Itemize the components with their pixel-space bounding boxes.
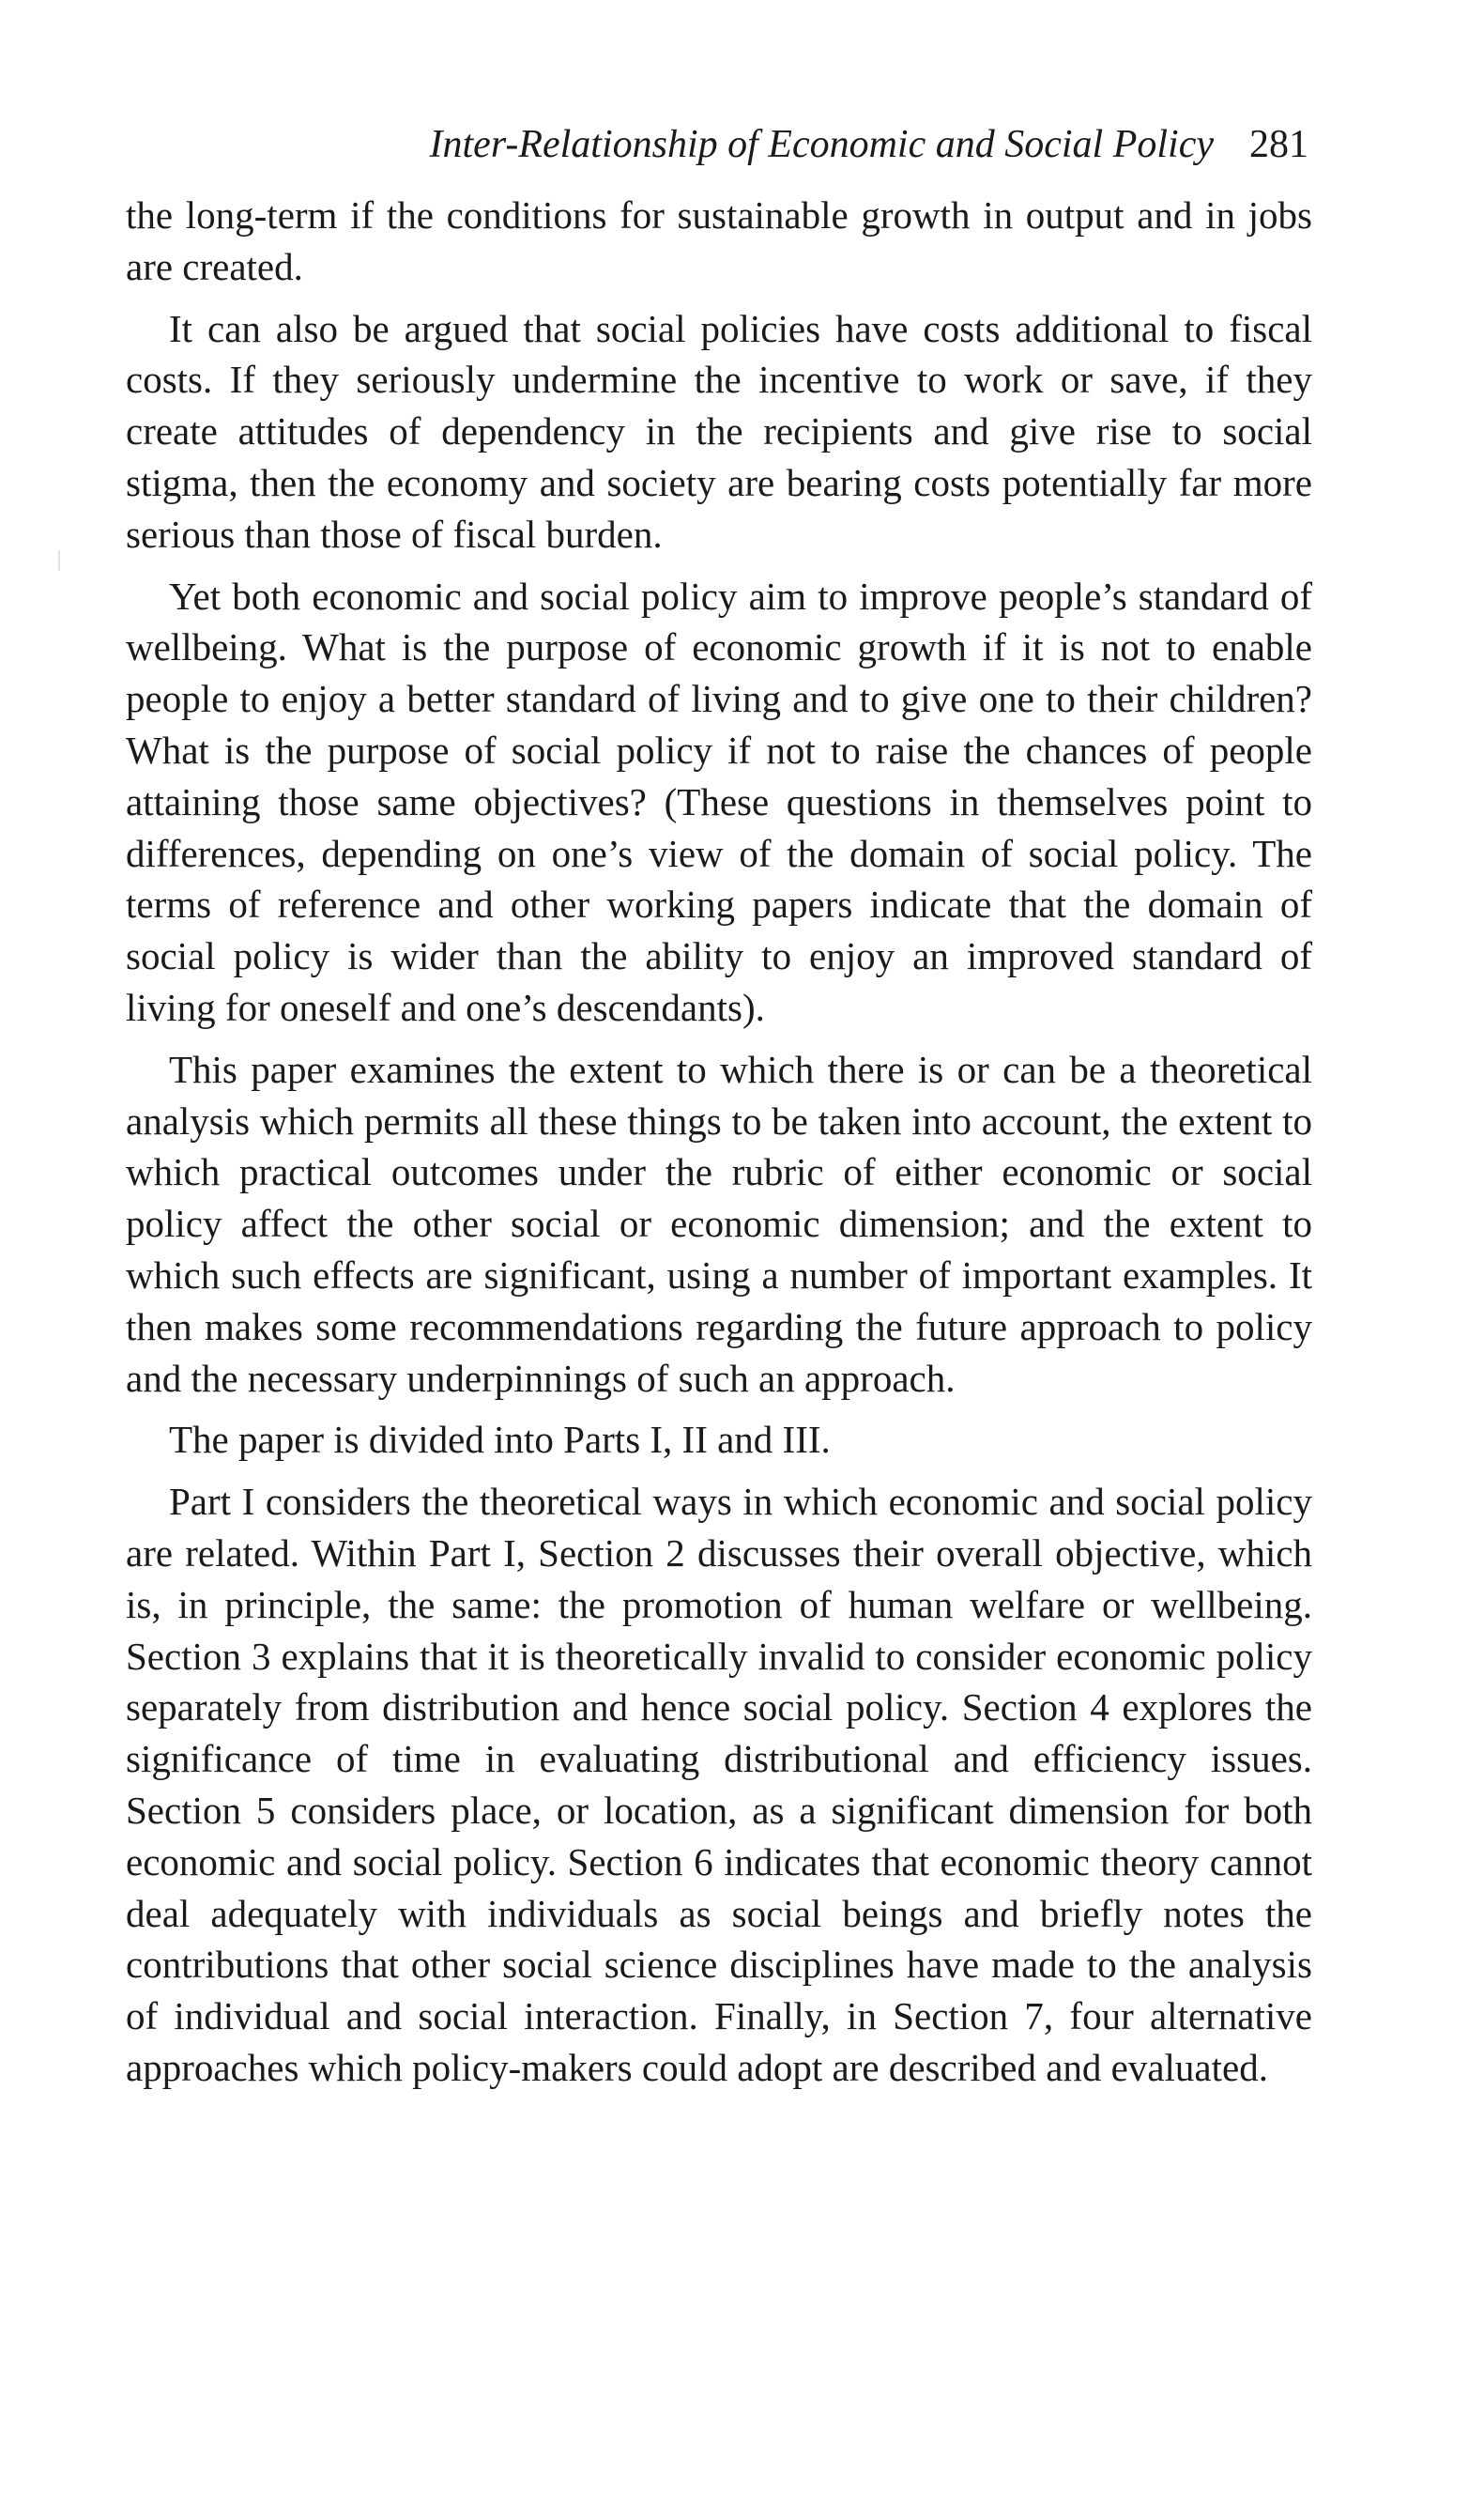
book-page [126,120,1312,2104]
paragraph-paper-scope: This paper examines the extent to which there is or can be a theoretical analysis which permits all these things to be taken into account, the extent to which practical outcomes under the rubric of either economic or social policy affect the other social or economic dimension; and the extent to which such effects are significant, using a number of important examples. It then makes some recommendations regarding the future approach to policy and the necessary underpinnings of such an approach. [126,1047,1312,1400]
page-number: 281 [1249,123,1308,166]
margin-mark [58,550,60,571]
paragraph-part-one-summary: Part I considers the theoretical ways in which economic and social policy are related. Within Part I, Section 2 discusses their overall objective, which is, in principle, the same: the promotion of human welfare or wellbeing. Section 3 explains that it is theoretically invalid to consider economic policy separately from distribution and hence social policy. Section 4 explores the significance of time in evaluating distributional and efficiency issues. Section 5 considers place, or location, as a significant dimension for both economic and social policy. Section 6 indicates that economic theory cannot deal adequately with individuals as social beings and briefly notes the contributions that other social science disciplines have made to the analysis of individual and social interaction. Finally, in Section 7, four alternative approaches which policy-makers could adopt are described and evaluated. [126,1480,1312,2089]
body-text [126,190,1312,2094]
paragraph-social-policy-costs: It can also be argued that social policies have costs additional to fiscal costs. If they seriously undermine the incentive to work or save, if they create attitudes of dependency in the recipients and give rise to social stigma, then the economy and society are bearing costs potentially far more serious than those of fiscal burden. [126,306,1312,556]
running-header [126,120,1312,169]
paragraph-paper-structure: The paper is divided into Parts I, II and III. [169,1418,831,1462]
running-title: Inter-Relationship of Economic and Social Policy [429,123,1214,166]
paragraph-shared-aims: Yet both economic and social policy aim to improve people’s standard of wellbeing. What is the purpose of economic growth if it is not to enable people to enjoy a better standard of living and to give one to their children? What is the purpose of social policy if not to raise the chances of people attaining those same objectives? (These questions in themselves point to differences, depending on one’s view of the domain of social policy. The terms of reference and other working papers indicate that the domain of social policy is wider than the ability to enjoy an improved standard of living for oneself and one’s descendants). [126,574,1312,1029]
paragraph-continuation: the long-term if the conditions for sustainable growth in output and in jobs are created. [126,193,1312,288]
